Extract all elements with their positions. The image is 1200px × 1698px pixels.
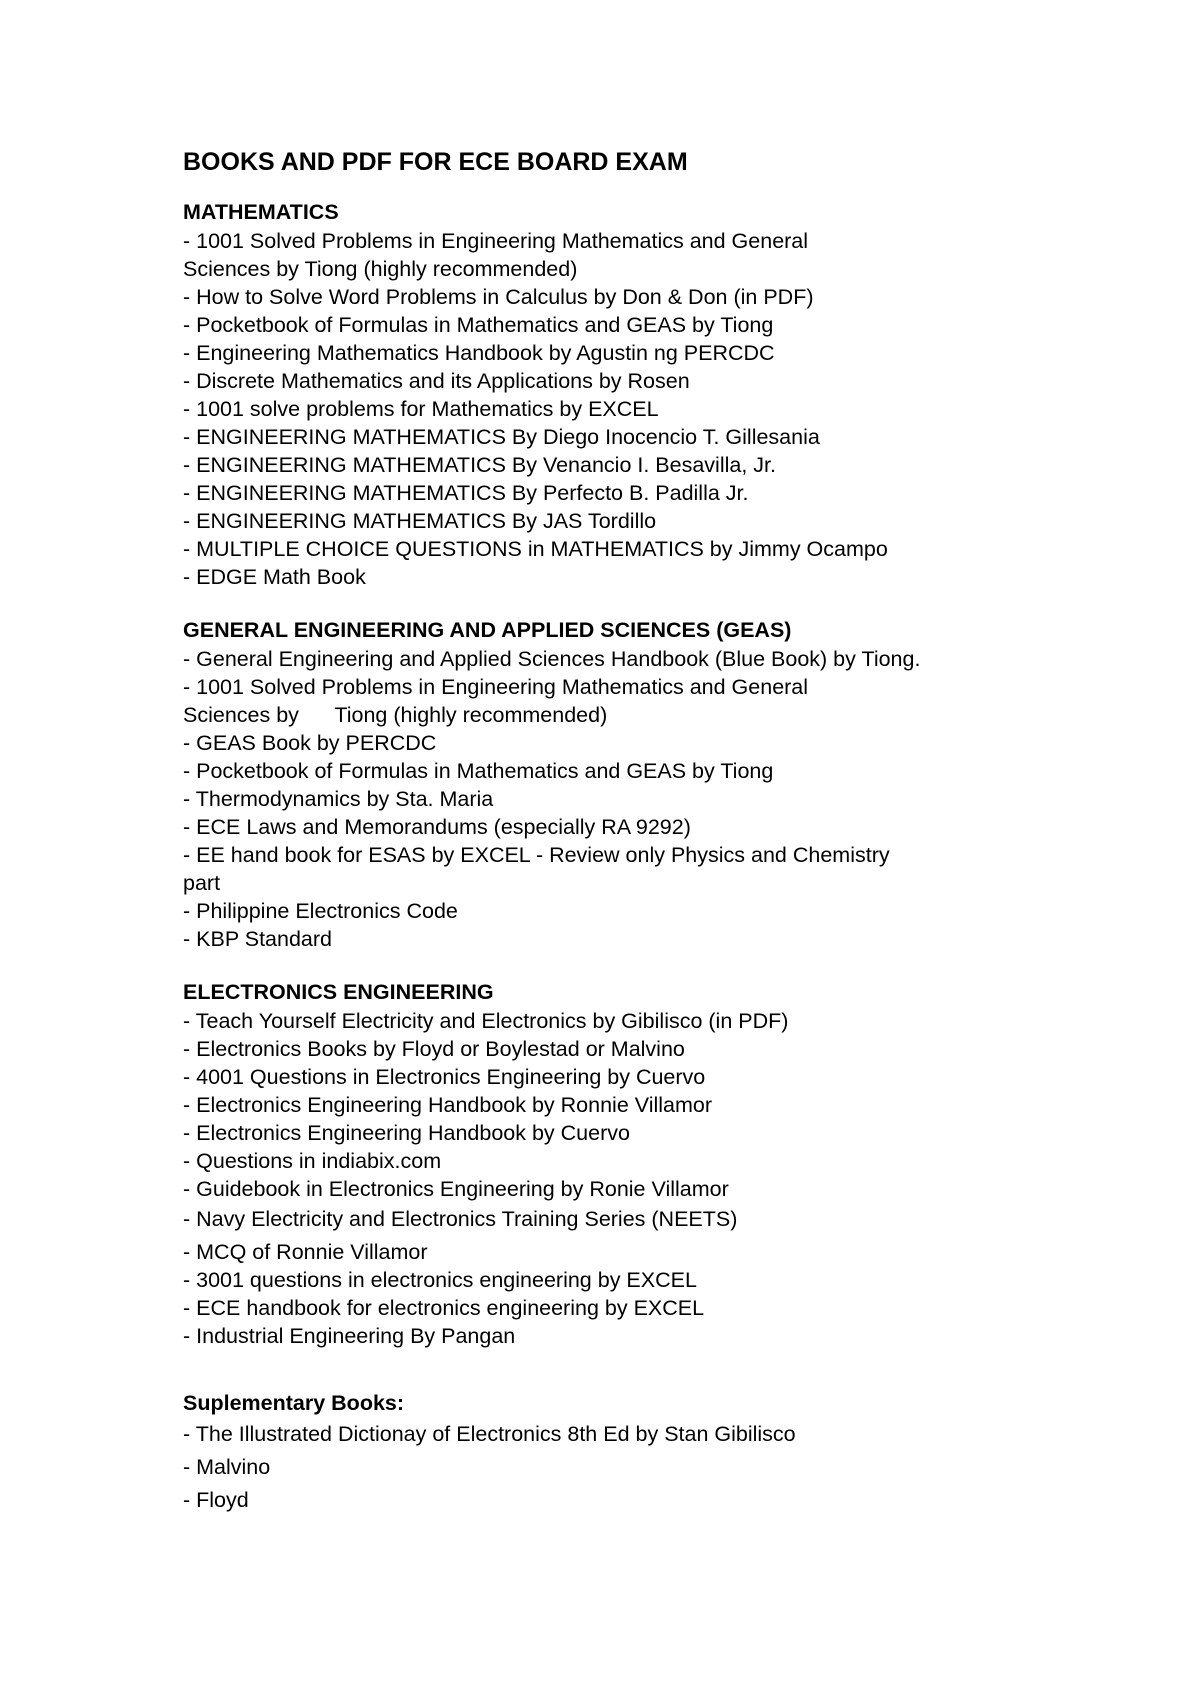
list-item: - Navy Electricity and Electronics Training Series (NEETS) — [183, 1207, 738, 1231]
list-item: - Floyd — [183, 1488, 249, 1512]
section-spacer — [183, 1350, 1083, 1388]
list-item: - The Illustrated Dictionay of Electronics 8th Ed by Stan Gibilisco — [183, 1422, 796, 1446]
section-spacer — [183, 953, 1083, 977]
list-item-continuation: Sciences by Tiong (highly recommended) — [183, 703, 608, 727]
list-item: - How to Solve Word Problems in Calculus by Don & Don (in PDF) — [183, 285, 814, 309]
list-item: - ECE Laws and Memorandums (especially RA 9292) — [183, 815, 691, 839]
list-item: - KBP Standard — [183, 927, 332, 951]
section-heading-mathematics: MATHEMATICS — [183, 200, 339, 224]
list-item: - ENGINEERING MATHEMATICS By JAS Tordillo — [183, 509, 657, 533]
list-item: - Electronics Engineering Handbook by Ronnie Villamor — [183, 1093, 713, 1117]
list-item: - Industrial Engineering By Pangan — [183, 1324, 516, 1348]
section-heading-supplementary: Suplementary Books: — [183, 1391, 405, 1415]
list-item: - GEAS Book by PERCDC — [183, 731, 437, 755]
section-heading-geas: GENERAL ENGINEERING AND APPLIED SCIENCES (GEAS) — [183, 618, 792, 642]
list-item: - ENGINEERING MATHEMATICS By Perfecto B. Padilla Jr. — [183, 481, 749, 505]
list-item: - General Engineering and Applied Sciences Handbook (Blue Book) by Tiong. — [183, 647, 921, 671]
section-supplementary-books — [183, 1388, 1083, 1517]
list-item: - Pocketbook of Formulas in Mathematics and GEAS by Tiong — [183, 759, 774, 783]
list-item: - 1001 Solved Problems in Engineering Mathematics and General — [183, 675, 809, 699]
list-item: - Electronics Books by Floyd or Boylestad or Malvino — [183, 1037, 685, 1061]
list-item: - Engineering Mathematics Handbook by Agustin ng PERCDC — [183, 341, 775, 365]
list-item: - 1001 Solved Problems in Engineering Mathematics and General — [183, 229, 809, 253]
list-item: - Malvino — [183, 1455, 271, 1479]
section-geas — [183, 615, 1083, 953]
list-item: - 1001 solve problems for Mathematics by EXCEL — [183, 397, 659, 421]
section-mathematics — [183, 197, 1083, 591]
list-item: - MULTIPLE CHOICE QUESTIONS in MATHEMATICS by Jimmy Ocampo — [183, 537, 888, 561]
list-item: - ECE handbook for electronics engineering by EXCEL — [183, 1296, 705, 1320]
list-item: - EE hand book for ESAS by EXCEL - Review only Physics and Chemistry — [183, 843, 890, 867]
list-item: - Teach Yourself Electricity and Electronics by Gibilisco (in PDF) — [183, 1009, 789, 1033]
list-item: - Questions in indiabix.com — [183, 1149, 442, 1173]
list-item-continuation: Sciences by Tiong (highly recommended) — [183, 257, 578, 281]
section-heading-electronics: ELECTRONICS ENGINEERING — [183, 980, 494, 1004]
list-item-continuation: part — [183, 871, 221, 895]
document-title: BOOKS AND PDF FOR ECE BOARD EXAM — [183, 148, 688, 176]
list-item: - Pocketbook of Formulas in Mathematics and GEAS by Tiong — [183, 313, 774, 337]
list-item: - Guidebook in Electronics Engineering by Ronie Villamor — [183, 1177, 729, 1201]
list-item: - Discrete Mathematics and its Applications by Rosen — [183, 369, 690, 393]
list-item: - Thermodynamics by Sta. Maria — [183, 787, 494, 811]
list-item: - EDGE Math Book — [183, 565, 366, 589]
list-item: - 4001 Questions in Electronics Engineering by Cuervo — [183, 1065, 706, 1089]
list-item: - Electronics Engineering Handbook by Cuervo — [183, 1121, 630, 1145]
list-item: - Philippine Electronics Code — [183, 899, 458, 923]
section-spacer — [183, 591, 1083, 615]
list-item: - MCQ of Ronnie Villamor — [183, 1240, 428, 1264]
list-item: - ENGINEERING MATHEMATICS By Venancio I. Besavilla, Jr. — [183, 453, 776, 477]
section-electronics-engineering — [183, 977, 1083, 1350]
list-item: - 3001 questions in electronics engineering by EXCEL — [183, 1268, 697, 1292]
list-item: - ENGINEERING MATHEMATICS By Diego Inocencio T. Gillesania — [183, 425, 820, 449]
document-page — [183, 147, 1083, 1517]
